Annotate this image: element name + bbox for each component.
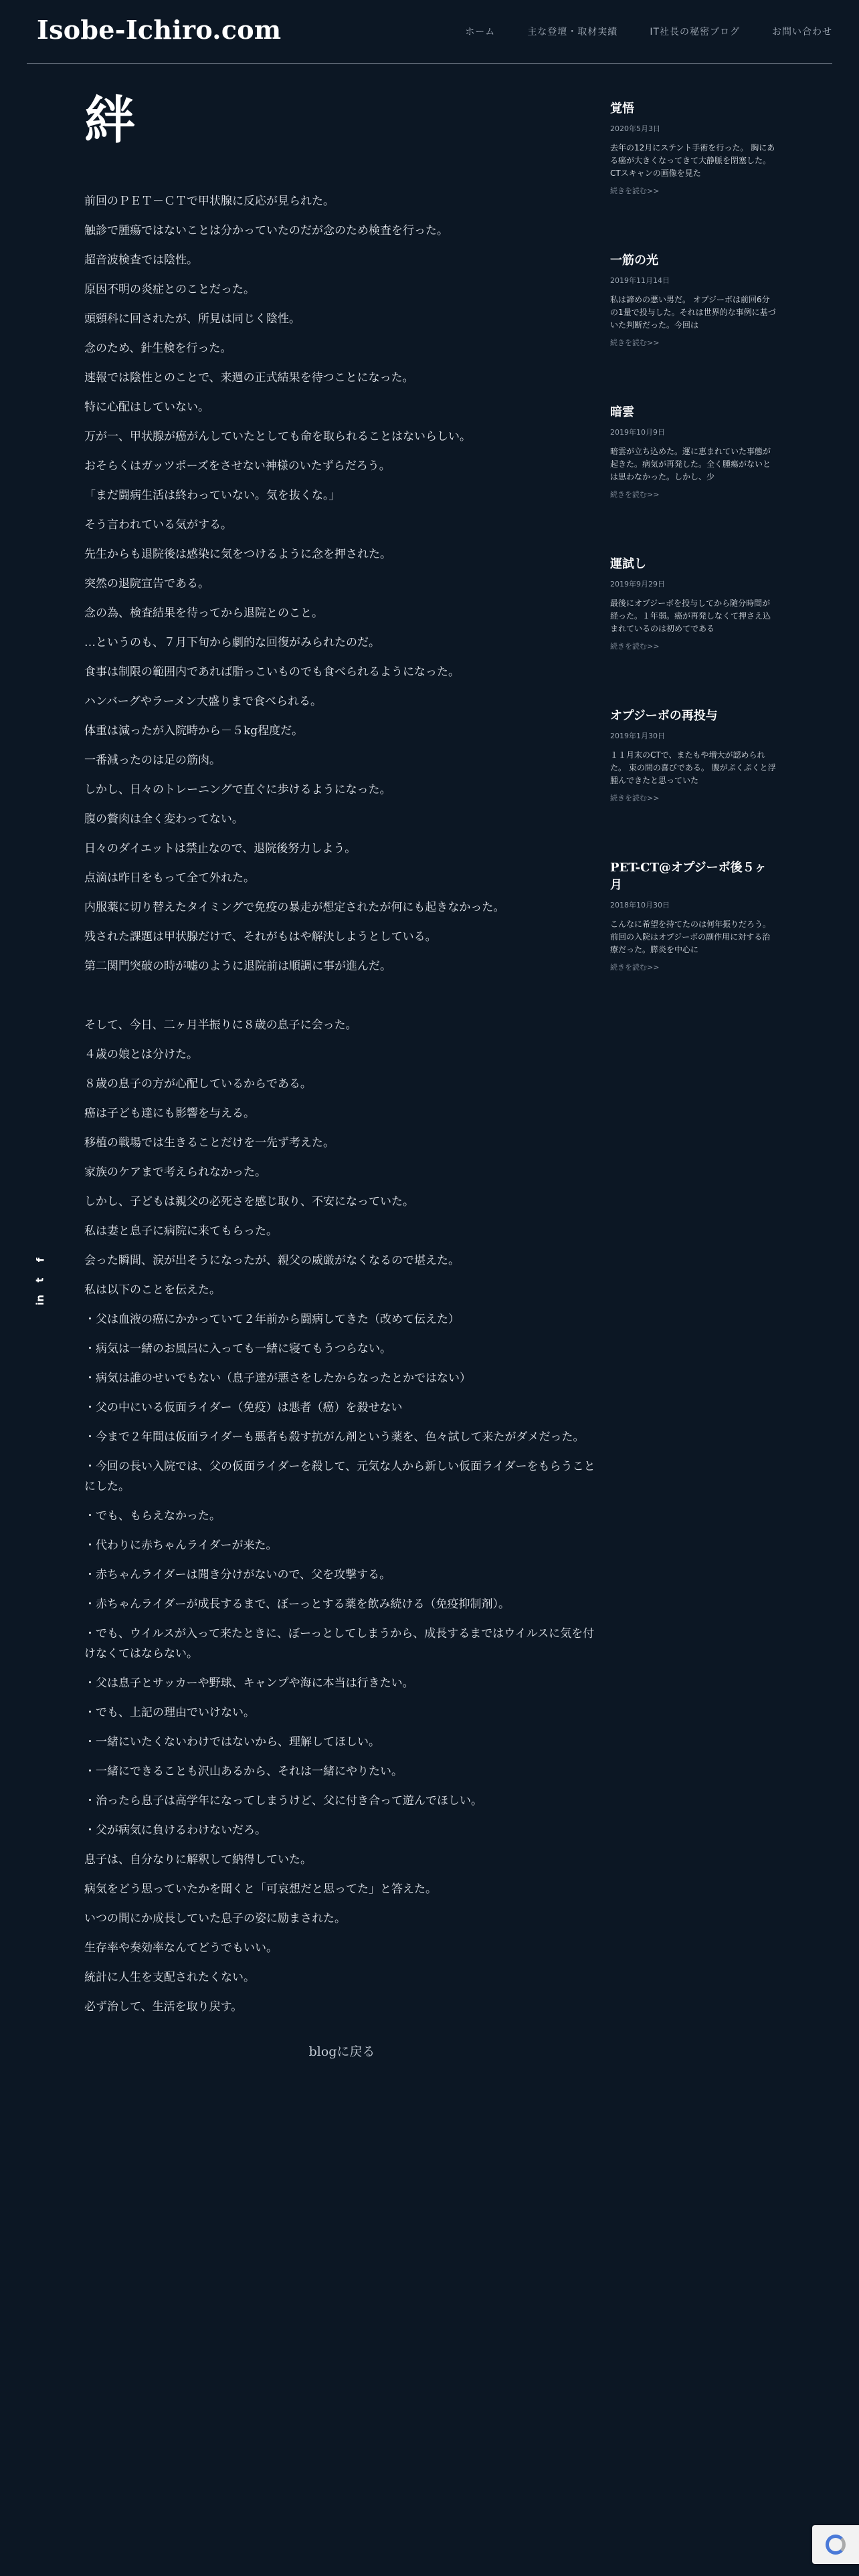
back-to-blog — [84, 2042, 599, 2060]
post-paragraph: ・病気は誰のせいでもない（息子達が悪さをしたからなったとかではない） — [84, 1372, 471, 1386]
sidebar-post-title[interactable]: オプジーボの再投与 — [610, 709, 718, 723]
post-paragraph: 念の為、検査結果を待ってから退院とのこと。 — [84, 607, 323, 621]
post-paragraph: 息子は、自分なりに解釈して納得していた。 — [84, 1853, 312, 1867]
post-paragraph: 会った瞬間、涙が出そうになったが、親父の威厳がなくなるので堪えた。 — [84, 1254, 460, 1268]
post-paragraph: 移植の戦場では生きることだけを一先ず考えた。 — [84, 1136, 335, 1150]
post-paragraph: ・でも、もらえなかった。 — [84, 1509, 221, 1523]
sidebar-post-excerpt: 最後にオプジーボを投与してから随分時間が経った。１年弱。癌が再発しなくて押さえ込まれているのは初めてである — [610, 599, 771, 633]
post-paragraph: 特に心配はしていない。 — [84, 401, 209, 415]
post-paragraph: …というのも、７月下旬から劇的な回復がみられたのだ。 — [84, 636, 380, 650]
post-paragraph: そう言われている気がする。 — [84, 518, 232, 532]
post-paragraph: ・赤ちゃんライダーは聞き分けがないので、父を攻撃する。 — [84, 1568, 391, 1582]
sidebar-post-title[interactable]: 運試し — [610, 557, 646, 571]
social-share — [32, 1254, 48, 1306]
post-paragraph: 一番減ったのは足の筋肉。 — [84, 754, 221, 768]
recaptcha-icon — [826, 2535, 846, 2555]
sidebar-post-date: 2020年5月3日 — [610, 124, 660, 133]
sidebar-post-excerpt: １１月末のCTで、またもや増大が認められた。 束の間の喜びである。 腹がぷくぷくと浮腫んできたと思っていた — [610, 750, 776, 785]
post-title: 絆 — [84, 90, 135, 150]
read-more-link[interactable]: 続きを読む>> — [610, 642, 660, 651]
post-paragraph: ・父は息子とサッカーや野球、キャンプや海に本当は行きたい。 — [84, 1677, 414, 1691]
post-paragraph: そして、今日、二ヶ月半振りに８歳の息子に会った。 — [84, 1018, 357, 1033]
nav-contact[interactable]: お問い合わせ — [772, 27, 832, 37]
post-paragraph: 第二関門突破の時が嘘のように退院前は順調に事が進んだ。 — [84, 960, 391, 974]
post-paragraph: 内服薬に切り替えたタイミングで免疫の暴走が想定されたが何にも起きなかった。 — [84, 901, 505, 915]
post-paragraph: ・父は血液の癌にかかっていて２年前から闘病してきた（改めて伝えた） — [84, 1313, 460, 1327]
post-paragraph: 癌は子ども達にも影響を与える。 — [84, 1107, 255, 1121]
twitter-icon[interactable]: t — [33, 1277, 46, 1283]
post-paragraph: しかし、日々のトレーニングで直ぐに歩けるようになった。 — [84, 783, 391, 797]
post-paragraph: ・でも、ウイルスが入って来たときに、ぼーっとしてしまうから、成長するまではウイルスに気を付けなくてはならない。 — [84, 1627, 595, 1661]
read-more-link[interactable]: 続きを読む>> — [610, 187, 660, 195]
post-paragraph: 生存率や奏効率なんてどうでもいい。 — [84, 1941, 278, 1955]
post-paragraph: いつの間にか成長していた息子の姿に励まされた。 — [84, 1912, 346, 1926]
post-paragraph: ・一緒にできることも沢山あるから、それは一緒にやりたい。 — [84, 1765, 403, 1779]
post-paragraph: 日々のダイエットは禁止なので、退院後努力しよう。 — [84, 842, 357, 856]
post-paragraph: 病気をどう思っていたかを聞くと「可哀想だと思ってた」と答えた。 — [84, 1883, 437, 1897]
post-paragraph: ・赤ちゃんライダーが成長するまで、ぼーっとする薬を飲み続ける（免疫抑制剤）。 — [84, 1598, 510, 1612]
post-paragraph: ４歳の娘とは分けた。 — [84, 1048, 198, 1062]
site-title[interactable]: Isobe-Ichiro.com — [37, 15, 282, 45]
post-paragraph: ・父の中にいる仮面ライダー（免疫）は悪者（癌）を殺せない — [84, 1401, 403, 1415]
post-paragraph: 私は妻と息子に病院に来てもらった。 — [84, 1224, 278, 1239]
read-more-link[interactable]: 続きを読む>> — [610, 338, 660, 347]
nav-media[interactable]: 主な登壇・取材実績 — [527, 27, 618, 37]
post-paragraph: 残された課題は甲状腺だけで、それがもはや解決しようとしている。 — [84, 930, 437, 944]
sidebar-post-title[interactable]: PET-CT@オプジーボ後５ヶ月 — [610, 861, 767, 892]
recent-posts-sidebar — [610, 100, 777, 1011]
sidebar-post-card — [610, 556, 777, 708]
post-body — [84, 187, 599, 2022]
post-paragraph: 「まだ闘病生活は終わっていない。気を抜くな。」 — [84, 489, 341, 503]
post-paragraph: 突然の退院宣告である。 — [84, 577, 209, 591]
sidebar-post-title[interactable]: 一筋の光 — [610, 253, 658, 267]
sidebar-post-card — [610, 404, 777, 556]
post-paragraph: ・病気は一緒のお風呂に入っても一緒に寝てもうつらない。 — [84, 1342, 391, 1356]
sidebar-post-date: 2019年11月14日 — [610, 276, 670, 285]
post-content — [84, 90, 599, 2060]
sidebar-post-card — [610, 252, 777, 404]
post-paragraph: ・今回の長い入院では、父の仮面ライダーを殺して、元気な人から新しい仮面ライダーをもらうことにした。 — [84, 1460, 595, 1494]
post-paragraph: ・父が病気に負けるわけないだろ。 — [84, 1824, 266, 1838]
post-paragraph: ・一緒にいたくないわけではないから、理解してほしい。 — [84, 1735, 380, 1749]
sidebar-post-excerpt: 去年の12月にステント手術を行った。 胸にある癌が大きくなってきて大静脈を閉塞した。CTスキャンの画像を見た — [610, 143, 775, 178]
recaptcha-badge[interactable] — [812, 2525, 859, 2564]
post-paragraph: 私は以下のことを伝えた。 — [84, 1283, 221, 1297]
post-paragraph: 頭頸科に回されたが、所見は同じく陰性。 — [84, 312, 300, 326]
post-paragraph: 点滴は昨日をもって全て外れた。 — [84, 871, 255, 885]
read-more-link[interactable]: 続きを読む>> — [610, 794, 660, 802]
post-paragraph: 先生からも退院後は感染に気をつけるように念を押された。 — [84, 548, 391, 562]
post-paragraph: ８歳の息子の方が心配しているからである。 — [84, 1077, 312, 1091]
nav-blog[interactable]: IT社長の秘密ブログ — [650, 27, 740, 37]
post-paragraph: ・治ったら息子は高学年になってしまうけど、父に付き合って遊んでほしい。 — [84, 1794, 482, 1808]
post-paragraph: 食事は制限の範囲内であれば脂っこいものでも食べられるようになった。 — [84, 665, 460, 679]
sidebar-post-date: 2019年10月9日 — [610, 428, 665, 437]
read-more-link[interactable]: 続きを読む>> — [610, 963, 660, 972]
post-paragraph: 念のため、針生検を行った。 — [84, 342, 232, 356]
sidebar-post-excerpt: 私は諦めの悪い男だ。 オプジーボは前回6分の1量で投与した。それは世界的な事例に基づいた判断だった。今回は — [610, 295, 776, 330]
post-paragraph: 腹の贅肉は全く変わってない。 — [84, 813, 244, 827]
facebook-icon[interactable]: f — [34, 1257, 46, 1263]
post-paragraph: しかし、子どもは親父の必死さを感じ取り、不安になっていた。 — [84, 1195, 414, 1209]
back-to-blog-link[interactable]: blogに戻る — [308, 2044, 375, 2060]
sidebar-post-card — [610, 859, 777, 1011]
post-paragraph: 原因不明の炎症とのことだった。 — [84, 283, 255, 297]
post-paragraph: 万が一、甲状腺が癌がんしていたとしても命を取られることはないらしい。 — [84, 430, 471, 444]
post-paragraph: 必ず治して、生活を取り戻す。 — [84, 2000, 243, 2014]
post-paragraph: ハンバーグやラーメン大盛りまで食べられる。 — [84, 695, 322, 709]
site-header — [27, 0, 832, 64]
read-more-link[interactable]: 続きを読む>> — [610, 490, 660, 499]
sidebar-post-date: 2019年1月30日 — [610, 732, 665, 740]
sidebar-post-excerpt: 暗雲が立ち込めた。運に恵まれていた事態が起きた。病気が再発した。全く腫瘍がないとは思わなかった。しかし、少 — [610, 447, 771, 481]
post-paragraph: 触診で腫瘍ではないことは分かっていたのだが念のため検査を行った。 — [84, 224, 448, 238]
post-paragraph: 前回のＰＥＴ－ＣＴで甲状腺に反応が見られた。 — [84, 195, 335, 209]
post-paragraph: ・今まで２年間は仮面ライダーも悪者も殺す抗がん剤という薬を、色々試して来たがダメだった。 — [84, 1430, 585, 1444]
sidebar-post-title[interactable]: 覚悟 — [610, 102, 634, 116]
sidebar-post-title[interactable]: 暗雲 — [610, 405, 634, 419]
post-paragraph: 速報では陰性とのことで、来週の正式結果を待つことになった。 — [84, 371, 414, 385]
paragraph-spacer — [84, 981, 599, 1010]
sidebar-post-excerpt: こんなに希望を持てたのは何年振りだろう。 前回の入院はオプジーボの副作用に対する治療だった。膵炎を中心に — [610, 920, 771, 954]
post-paragraph: 家族のケアまで考えられなかった。 — [84, 1166, 266, 1180]
linkedin-icon[interactable]: in — [33, 1295, 46, 1305]
sidebar-post-card — [610, 100, 777, 252]
sidebar-post-date: 2018年10月30日 — [610, 901, 670, 909]
main-nav — [433, 25, 832, 38]
post-paragraph: ・でも、上記の理由でいけない。 — [84, 1706, 255, 1720]
post-paragraph: ・代わりに赤ちゃんライダーが来た。 — [84, 1539, 278, 1553]
sidebar-post-date: 2019年9月29日 — [610, 580, 665, 588]
post-paragraph: 統計に人生を支配されたくない。 — [84, 1971, 255, 1985]
post-paragraph: 体重は減ったが入院時から－５kg程度だ。 — [84, 724, 304, 738]
post-paragraph: おそらくはガッツポーズをさせない神様のいたずらだろう。 — [84, 459, 391, 473]
post-paragraph: 超音波検査では陰性。 — [84, 253, 198, 267]
sidebar-post-card — [610, 708, 777, 859]
nav-home[interactable]: ホーム — [465, 27, 496, 37]
